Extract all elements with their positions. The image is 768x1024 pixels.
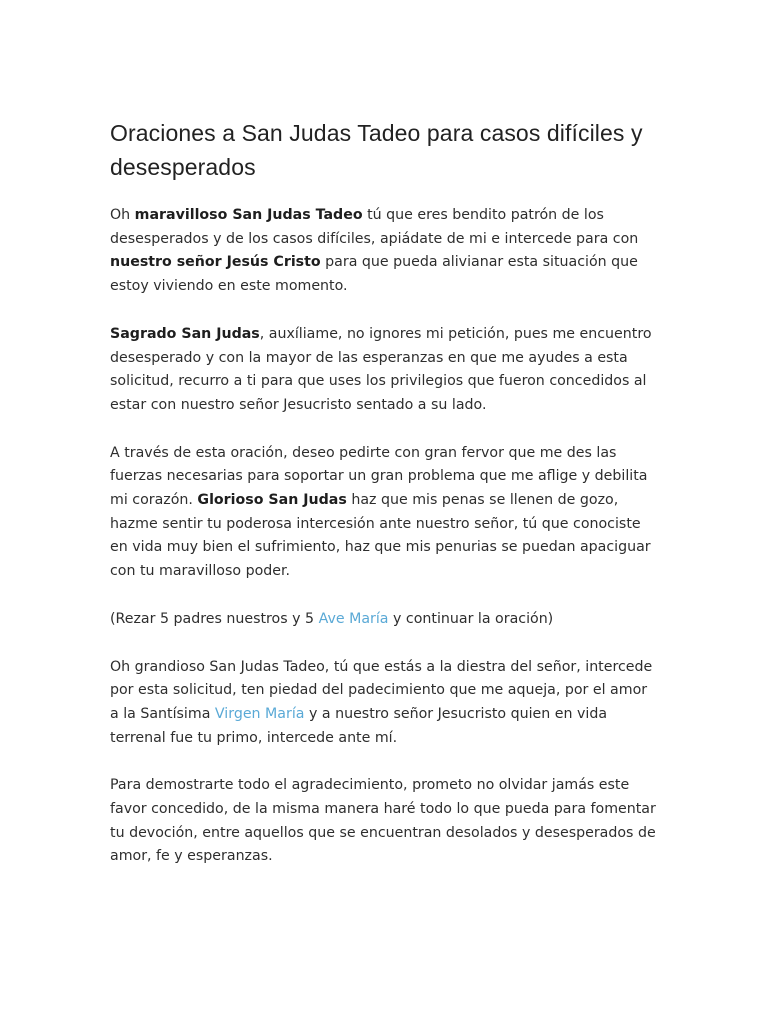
paragraph-4-text-1: (Rezar 5 padres nuestros y 5 (110, 610, 319, 627)
article (110, 116, 660, 893)
paragraph-1 (110, 204, 660, 299)
paragraph-5-text-2: y a nuestro señor Jesucristo quien en vida terrenal fue tu primo, intercede ante mí. (110, 705, 608, 746)
paragraph-2-bold-1: Sagrado San Judas (110, 325, 260, 342)
paragraph-2 (110, 323, 660, 418)
paragraph-3-text-1: A través de esta oración, deseo pedirte con gran fervor que me des las fuerzas necesarias para soportar un gran problema que me aflige y debilita mi corazón. (110, 444, 648, 509)
virgen-maria-link[interactable]: Virgen María (214, 705, 305, 722)
paragraph-3 (110, 442, 660, 584)
paragraph-2-text-1: , auxíliame, no ignores mi petición, pues me encuentro desesperado y con la mayor de las esperanzas en que me ayudes a esta solicitud, recurro a ti para que uses los privilegios que fueron concedidos al estar con nuestro señor Jesucristo sentado a su lado. (110, 325, 652, 413)
paragraph-3-text-2: haz que mis penas se llenen de gozo, hazme sentir tu poderosa intercesión ante nuestro señor, tú que conociste en vida muy bien el sufrimiento, haz que mis penurias se puedan apaciguar con tu maravilloso poder. (110, 492, 651, 580)
paragraph-1-text-2: tú que eres bendito patrón de los desesperados y de los casos difíciles, apiádate de mi e intercede para con (110, 207, 639, 247)
paragraph-4 (110, 608, 660, 632)
paragraph-4-text-2: y continuar la oración) (388, 610, 554, 627)
paragraph-5 (110, 656, 660, 751)
paragraph-6 (110, 774, 660, 869)
paragraph-1-bold-1: maravilloso San Judas Tadeo (134, 207, 363, 223)
paragraph-1-text-1: Oh (110, 207, 135, 223)
paragraph-6-text-1: Para demostrarte todo el agradecimiento, prometo no olvidar jamás este favor concedido, de la misma manera haré todo lo que pueda para fomentar tu devoción, entre aquellos que se encuentran desolados y desesperados de amor, fe y esperanzas. (110, 777, 656, 865)
page-title: Oraciones a San Judas Tadeo para casos difíciles y desesperados (110, 120, 643, 180)
paragraph-3-bold-1: Glorioso San Judas (197, 492, 347, 509)
ave-maria-link[interactable]: Ave María (318, 610, 389, 627)
paragraph-1-bold-2: nuestro señor Jesús Cristo (110, 254, 321, 271)
paragraph-5-text-1: Oh grandioso San Judas Tadeo, tú que estás a la diestra del señor, intercede por esta solicitud, ten piedad del padecimiento que me aqueja, por el amor a la Santísima (110, 658, 653, 722)
paragraph-1-text-3: para que pueda alivianar esta situación que estoy viviendo en este momento. (110, 254, 638, 295)
